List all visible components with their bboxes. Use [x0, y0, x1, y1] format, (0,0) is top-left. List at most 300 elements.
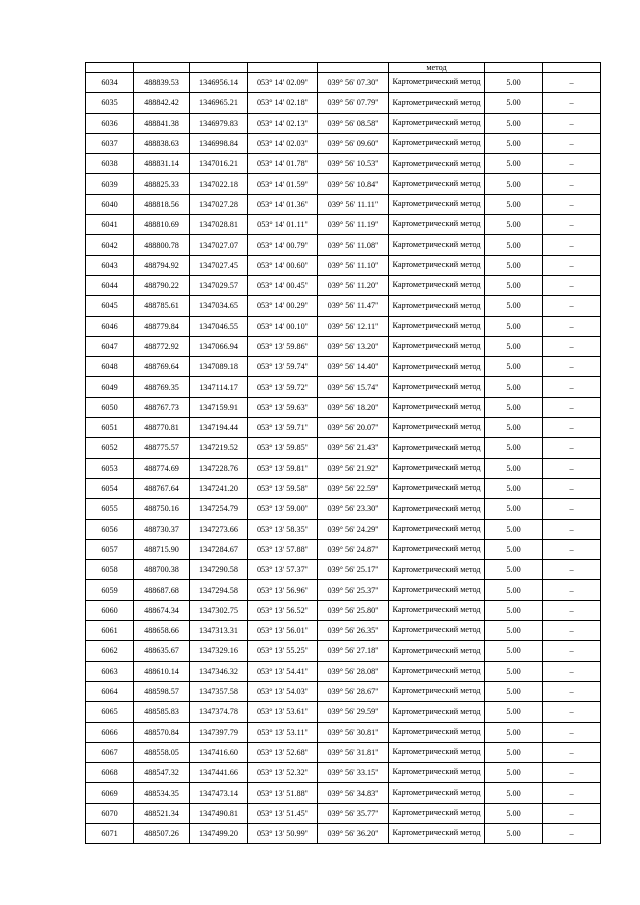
cell-point-number: 6065 [86, 702, 134, 722]
cell-y: 1347089.18 [190, 357, 248, 377]
cell-latitude: 053° 14' 02.18" [248, 93, 318, 113]
cell-error: 5.00 [485, 235, 543, 255]
cell-x: 488769.64 [134, 357, 190, 377]
cell-y: 1347284.67 [190, 539, 248, 559]
table-row [86, 600, 601, 620]
cell-longitude: 039° 56' 11.11" [318, 194, 389, 214]
cell-point-number: 6053 [86, 458, 134, 478]
cell-longitude: 039° 56' 33.15" [318, 763, 389, 783]
cell-longitude: 039° 56' 24.87" [318, 539, 389, 559]
cell-x: 488810.69 [134, 215, 190, 235]
table-row [86, 133, 601, 153]
cell-method: Картометрический метод [389, 580, 485, 600]
cell-error: 5.00 [485, 519, 543, 539]
cell-longitude: 039° 56' 21.92" [318, 458, 389, 478]
cell-note: – [543, 235, 601, 255]
cell-error: 5.00 [485, 418, 543, 438]
cell-note: – [543, 783, 601, 803]
cell-point-number: 6037 [86, 133, 134, 153]
cell-x: 488715.90 [134, 539, 190, 559]
cell-y: 1347374.78 [190, 702, 248, 722]
cell-x: 488794.92 [134, 255, 190, 275]
cell-error: 5.00 [485, 438, 543, 458]
cell-error: 5.00 [485, 621, 543, 641]
cell-note: – [543, 397, 601, 417]
cell-note: – [543, 418, 601, 438]
cell-error: 5.00 [485, 93, 543, 113]
cell-latitude: 053° 14' 02.09" [248, 73, 318, 93]
cell-y: 1347066.94 [190, 336, 248, 356]
coordinates-table [85, 62, 601, 844]
table-row [86, 783, 601, 803]
cell-x: 488658.66 [134, 621, 190, 641]
cell-note: – [543, 357, 601, 377]
cell-error: 5.00 [485, 560, 543, 580]
cell-longitude: 039° 56' 27.18" [318, 641, 389, 661]
cell-method: Картометрический метод [389, 823, 485, 843]
cell-longitude: 039° 56' 28.08" [318, 661, 389, 681]
cell-point-number: 6066 [86, 722, 134, 742]
cell-x: 488750.16 [134, 499, 190, 519]
cell-latitude: 053° 14' 02.03" [248, 133, 318, 153]
cell-method: Картометрический метод [389, 336, 485, 356]
cell-x: 488534.35 [134, 783, 190, 803]
cell-y: 1347273.66 [190, 519, 248, 539]
table-row [86, 93, 601, 113]
cell-latitude: 053° 13' 52.68" [248, 742, 318, 762]
cell-note: – [543, 742, 601, 762]
table-row [86, 763, 601, 783]
cell-error: 5.00 [485, 742, 543, 762]
cell-note: – [543, 600, 601, 620]
cell-error: 5.00 [485, 154, 543, 174]
cell-method: Картометрический метод [389, 194, 485, 214]
cell-longitude: 039° 56' 23.30" [318, 499, 389, 519]
cell-point-number: 6045 [86, 296, 134, 316]
table-row [86, 438, 601, 458]
cell-latitude: 053° 13' 52.32" [248, 763, 318, 783]
cell-point-number: 6049 [86, 377, 134, 397]
cell-latitude: 053° 13' 51.45" [248, 803, 318, 823]
cell-x: 488841.38 [134, 113, 190, 133]
cell-method: Картометрический метод [389, 418, 485, 438]
cell-y: 1347302.75 [190, 600, 248, 620]
table-row [86, 661, 601, 681]
cell-x: 488767.64 [134, 478, 190, 498]
cell-latitude: 053° 13' 59.63" [248, 397, 318, 417]
cell-latitude: 053° 13' 59.74" [248, 357, 318, 377]
cell-point-number: 6034 [86, 73, 134, 93]
cell-note: – [543, 803, 601, 823]
cell-y: 1346956.14 [190, 73, 248, 93]
cell-x: 488547.32 [134, 763, 190, 783]
cell-point-number: 6043 [86, 255, 134, 275]
table-row [86, 803, 601, 823]
cell-method: Картометрический метод [389, 742, 485, 762]
cell-y: 1347022.18 [190, 174, 248, 194]
cell-error: 5.00 [485, 113, 543, 133]
cell-x: 488825.33 [134, 174, 190, 194]
cell-method: Картометрический метод [389, 255, 485, 275]
cell-longitude: 039° 56' 08.58" [318, 113, 389, 133]
cell-x: 488521.34 [134, 803, 190, 823]
cell-error: 5.00 [485, 336, 543, 356]
table-row [86, 539, 601, 559]
table-row [86, 357, 601, 377]
cell-method: Картометрический метод [389, 377, 485, 397]
cell-point-number: 6064 [86, 681, 134, 701]
cell-error: 5.00 [485, 763, 543, 783]
cell-x: 488790.22 [134, 275, 190, 295]
cell-x: 488585.83 [134, 702, 190, 722]
cell-x: 488570.84 [134, 722, 190, 742]
cell-note: – [543, 194, 601, 214]
cell-latitude: 053° 13' 59.72" [248, 377, 318, 397]
cell-note: – [543, 722, 601, 742]
cell-note [543, 63, 601, 73]
table-row [86, 621, 601, 641]
cell-y: 1347397.79 [190, 722, 248, 742]
table-row [86, 154, 601, 174]
cell-point-number: 6052 [86, 438, 134, 458]
cell-y: 1347028.81 [190, 215, 248, 235]
cell-method: Картометрический метод [389, 499, 485, 519]
cell-method: Картометрический метод [389, 93, 485, 113]
cell-method: Картометрический метод [389, 702, 485, 722]
cell-longitude: 039° 56' 21.43" [318, 438, 389, 458]
table-body [86, 63, 601, 844]
cell-x: 488507.26 [134, 823, 190, 843]
cell-longitude: 039° 56' 07.79" [318, 93, 389, 113]
cell-point-number: 6044 [86, 275, 134, 295]
cell-x: 488767.73 [134, 397, 190, 417]
cell-note: – [543, 478, 601, 498]
cell-y: 1347027.28 [190, 194, 248, 214]
cell-latitude: 053° 14' 00.45" [248, 275, 318, 295]
cell-latitude: 053° 14' 01.59" [248, 174, 318, 194]
cell-latitude: 053° 13' 53.11" [248, 722, 318, 742]
cell-point-number: 6063 [86, 661, 134, 681]
cell-method: Картометрический метод [389, 641, 485, 661]
cell-note: – [543, 823, 601, 843]
cell-error: 5.00 [485, 641, 543, 661]
cell-y: 1347228.76 [190, 458, 248, 478]
cell-longitude: 039° 56' 29.59" [318, 702, 389, 722]
cell-y: 1347416.60 [190, 742, 248, 762]
cell-method: Картометрический метод [389, 296, 485, 316]
cell-x: 488779.84 [134, 316, 190, 336]
cell-method: Картометрический метод [389, 600, 485, 620]
cell-point-number: 6059 [86, 580, 134, 600]
cell-method: Картометрический метод [389, 275, 485, 295]
cell-point-number: 6056 [86, 519, 134, 539]
cell-y: 1347016.21 [190, 154, 248, 174]
cell-note: – [543, 499, 601, 519]
table-row [86, 478, 601, 498]
cell-method: Картометрический метод [389, 357, 485, 377]
cell-note: – [543, 316, 601, 336]
cell-method: Картометрический метод [389, 438, 485, 458]
cell-longitude: 039° 56' 09.60" [318, 133, 389, 153]
cell-longitude: 039° 56' 30.81" [318, 722, 389, 742]
cell-latitude: 053° 13' 59.71" [248, 418, 318, 438]
table-row-continuation [86, 63, 601, 73]
cell-x: 488770.81 [134, 418, 190, 438]
cell-y: 1347490.81 [190, 803, 248, 823]
cell-y: 1347027.07 [190, 235, 248, 255]
cell-point-number: 6050 [86, 397, 134, 417]
cell-method: Картометрический метод [389, 661, 485, 681]
table-row [86, 418, 601, 438]
cell-error: 5.00 [485, 275, 543, 295]
cell-x: 488831.14 [134, 154, 190, 174]
table-row [86, 742, 601, 762]
table-row [86, 275, 601, 295]
cell-latitude: 053° 13' 56.96" [248, 580, 318, 600]
cell-note: – [543, 539, 601, 559]
cell-latitude: 053° 13' 50.99" [248, 823, 318, 843]
cell-latitude: 053° 13' 55.25" [248, 641, 318, 661]
cell-longitude: 039° 56' 10.53" [318, 154, 389, 174]
cell-note: – [543, 133, 601, 153]
cell-error: 5.00 [485, 377, 543, 397]
cell-note: – [543, 255, 601, 275]
cell-x: 488769.35 [134, 377, 190, 397]
cell-point-number: 6068 [86, 763, 134, 783]
cell-point-number: 6051 [86, 418, 134, 438]
table-row [86, 255, 601, 275]
cell-point-number: 6069 [86, 783, 134, 803]
cell-method: Картометрический метод [389, 763, 485, 783]
table-row [86, 499, 601, 519]
cell-point-number: 6036 [86, 113, 134, 133]
cell-point-number: 6055 [86, 499, 134, 519]
cell-method: Картометрический метод [389, 621, 485, 641]
cell-method: Картометрический метод [389, 681, 485, 701]
cell-longitude: 039° 56' 07.30" [318, 73, 389, 93]
table-row [86, 397, 601, 417]
table-row [86, 113, 601, 133]
cell-error: 5.00 [485, 722, 543, 742]
cell-method: Картометрический метод [389, 133, 485, 153]
cell-method: Картометрический метод [389, 458, 485, 478]
cell-x: 488730.37 [134, 519, 190, 539]
cell-note: – [543, 336, 601, 356]
table-row [86, 823, 601, 843]
cell-x: 488772.92 [134, 336, 190, 356]
cell-error: 5.00 [485, 478, 543, 498]
cell-point-number: 6048 [86, 357, 134, 377]
cell-latitude: 053° 14' 01.36" [248, 194, 318, 214]
cell-method: Картометрический метод [389, 316, 485, 336]
cell-point-number: 6038 [86, 154, 134, 174]
cell-method: Картометрический метод [389, 113, 485, 133]
cell-latitude: 053° 13' 59.00" [248, 499, 318, 519]
cell-error: 5.00 [485, 539, 543, 559]
cell-point-number: 6047 [86, 336, 134, 356]
cell-x: 488687.68 [134, 580, 190, 600]
cell-latitude: 053° 13' 56.52" [248, 600, 318, 620]
cell-error: 5.00 [485, 255, 543, 275]
cell-x: 488635.67 [134, 641, 190, 661]
cell-note: – [543, 73, 601, 93]
cell-error: 5.00 [485, 580, 543, 600]
cell-latitude: 053° 13' 59.86" [248, 336, 318, 356]
table-row [86, 215, 601, 235]
cell-point-number: 6070 [86, 803, 134, 823]
cell-method: Картометрический метод [389, 73, 485, 93]
table-row [86, 702, 601, 722]
cell-latitude: 053° 14' 00.79" [248, 235, 318, 255]
cell-longitude: 039° 56' 22.59" [318, 478, 389, 498]
cell-method: Картометрический метод [389, 235, 485, 255]
cell-y: 1347159.91 [190, 397, 248, 417]
cell-error: 5.00 [485, 681, 543, 701]
table-row [86, 316, 601, 336]
cell-x: 488774.69 [134, 458, 190, 478]
cell-method: Картометрический метод [389, 803, 485, 823]
cell-longitude: 039° 56' 15.74" [318, 377, 389, 397]
cell-longitude: 039° 56' 20.07" [318, 418, 389, 438]
cell-error: 5.00 [485, 702, 543, 722]
cell-method: Картометрический метод [389, 215, 485, 235]
cell-x: 488800.78 [134, 235, 190, 255]
table-row [86, 681, 601, 701]
cell-point-number: 6046 [86, 316, 134, 336]
cell-point-number [86, 63, 134, 73]
cell-latitude: 053° 13' 59.85" [248, 438, 318, 458]
cell-longitude: 039° 56' 18.20" [318, 397, 389, 417]
cell-y: 1347441.66 [190, 763, 248, 783]
cell-y: 1347346.32 [190, 661, 248, 681]
cell-method: Картометрический метод [389, 722, 485, 742]
cell-latitude: 053° 14' 02.13" [248, 113, 318, 133]
cell-latitude: 053° 14' 01.11" [248, 215, 318, 235]
cell-longitude: 039° 56' 11.19" [318, 215, 389, 235]
cell-longitude: 039° 56' 25.80" [318, 600, 389, 620]
cell-error: 5.00 [485, 600, 543, 620]
cell-note: – [543, 661, 601, 681]
cell-y: 1347499.20 [190, 823, 248, 843]
cell-x: 488598.57 [134, 681, 190, 701]
cell-y: 1347329.16 [190, 641, 248, 661]
cell-latitude [248, 63, 318, 73]
cell-y: 1347114.17 [190, 377, 248, 397]
cell-note: – [543, 275, 601, 295]
cell-longitude: 039° 56' 14.40" [318, 357, 389, 377]
cell-longitude: 039° 56' 11.08" [318, 235, 389, 255]
cell-y: 1347254.79 [190, 499, 248, 519]
cell-latitude: 053° 13' 57.37" [248, 560, 318, 580]
cell-note: – [543, 519, 601, 539]
cell-error: 5.00 [485, 316, 543, 336]
cell-point-number: 6062 [86, 641, 134, 661]
cell-longitude [318, 63, 389, 73]
cell-y: 1346998.84 [190, 133, 248, 153]
cell-point-number: 6060 [86, 600, 134, 620]
cell-latitude: 053° 14' 00.29" [248, 296, 318, 316]
cell-x: 488610.14 [134, 661, 190, 681]
cell-note: – [543, 154, 601, 174]
cell-error: 5.00 [485, 133, 543, 153]
cell-y: 1347241.20 [190, 478, 248, 498]
cell-x: 488558.05 [134, 742, 190, 762]
table-row [86, 377, 601, 397]
cell-latitude: 053° 13' 57.88" [248, 539, 318, 559]
cell-note: – [543, 702, 601, 722]
cell-longitude: 039° 56' 26.35" [318, 621, 389, 641]
cell-y [190, 63, 248, 73]
cell-method: Картометрический метод [389, 154, 485, 174]
table-row [86, 336, 601, 356]
cell-latitude: 053° 13' 58.35" [248, 519, 318, 539]
cell-y: 1347219.52 [190, 438, 248, 458]
cell-method: Картометрический метод [389, 560, 485, 580]
cell-note: – [543, 377, 601, 397]
cell-longitude: 039° 56' 25.37" [318, 580, 389, 600]
table-row [86, 458, 601, 478]
cell-method: Картометрический метод [389, 519, 485, 539]
cell-longitude: 039° 56' 11.10" [318, 255, 389, 275]
cell-note: – [543, 458, 601, 478]
table-row [86, 296, 601, 316]
cell-note: – [543, 438, 601, 458]
table-row [86, 580, 601, 600]
cell-error [485, 63, 543, 73]
cell-y: 1347473.14 [190, 783, 248, 803]
cell-point-number: 6057 [86, 539, 134, 559]
cell-point-number: 6067 [86, 742, 134, 762]
cell-latitude: 053° 13' 59.81" [248, 458, 318, 478]
cell-note: – [543, 296, 601, 316]
cell-longitude: 039° 56' 12.11" [318, 316, 389, 336]
cell-y: 1347194.44 [190, 418, 248, 438]
table-row [86, 174, 601, 194]
cell-note: – [543, 580, 601, 600]
cell-error: 5.00 [485, 499, 543, 519]
cell-note: – [543, 93, 601, 113]
cell-error: 5.00 [485, 194, 543, 214]
table-row [86, 235, 601, 255]
cell-point-number: 6040 [86, 194, 134, 214]
cell-error: 5.00 [485, 397, 543, 417]
table-row [86, 722, 601, 742]
cell-point-number: 6035 [86, 93, 134, 113]
cell-y: 1346965.21 [190, 93, 248, 113]
cell-note: – [543, 560, 601, 580]
cell-method: Картометрический метод [389, 783, 485, 803]
cell-longitude: 039° 56' 11.20" [318, 275, 389, 295]
cell-note: – [543, 113, 601, 133]
cell-y: 1347046.55 [190, 316, 248, 336]
cell-longitude: 039° 56' 34.83" [318, 783, 389, 803]
cell-latitude: 053° 13' 53.61" [248, 702, 318, 722]
cell-latitude: 053° 14' 01.78" [248, 154, 318, 174]
cell-x [134, 63, 190, 73]
cell-x: 488818.56 [134, 194, 190, 214]
cell-note: – [543, 621, 601, 641]
cell-y: 1347313.31 [190, 621, 248, 641]
table-row [86, 641, 601, 661]
cell-note: – [543, 763, 601, 783]
table-row [86, 194, 601, 214]
cell-latitude: 053° 13' 54.41" [248, 661, 318, 681]
cell-longitude: 039° 56' 31.81" [318, 742, 389, 762]
cell-x: 488674.34 [134, 600, 190, 620]
cell-longitude: 039° 56' 35.77" [318, 803, 389, 823]
cell-x: 488700.38 [134, 560, 190, 580]
table-row [86, 73, 601, 93]
